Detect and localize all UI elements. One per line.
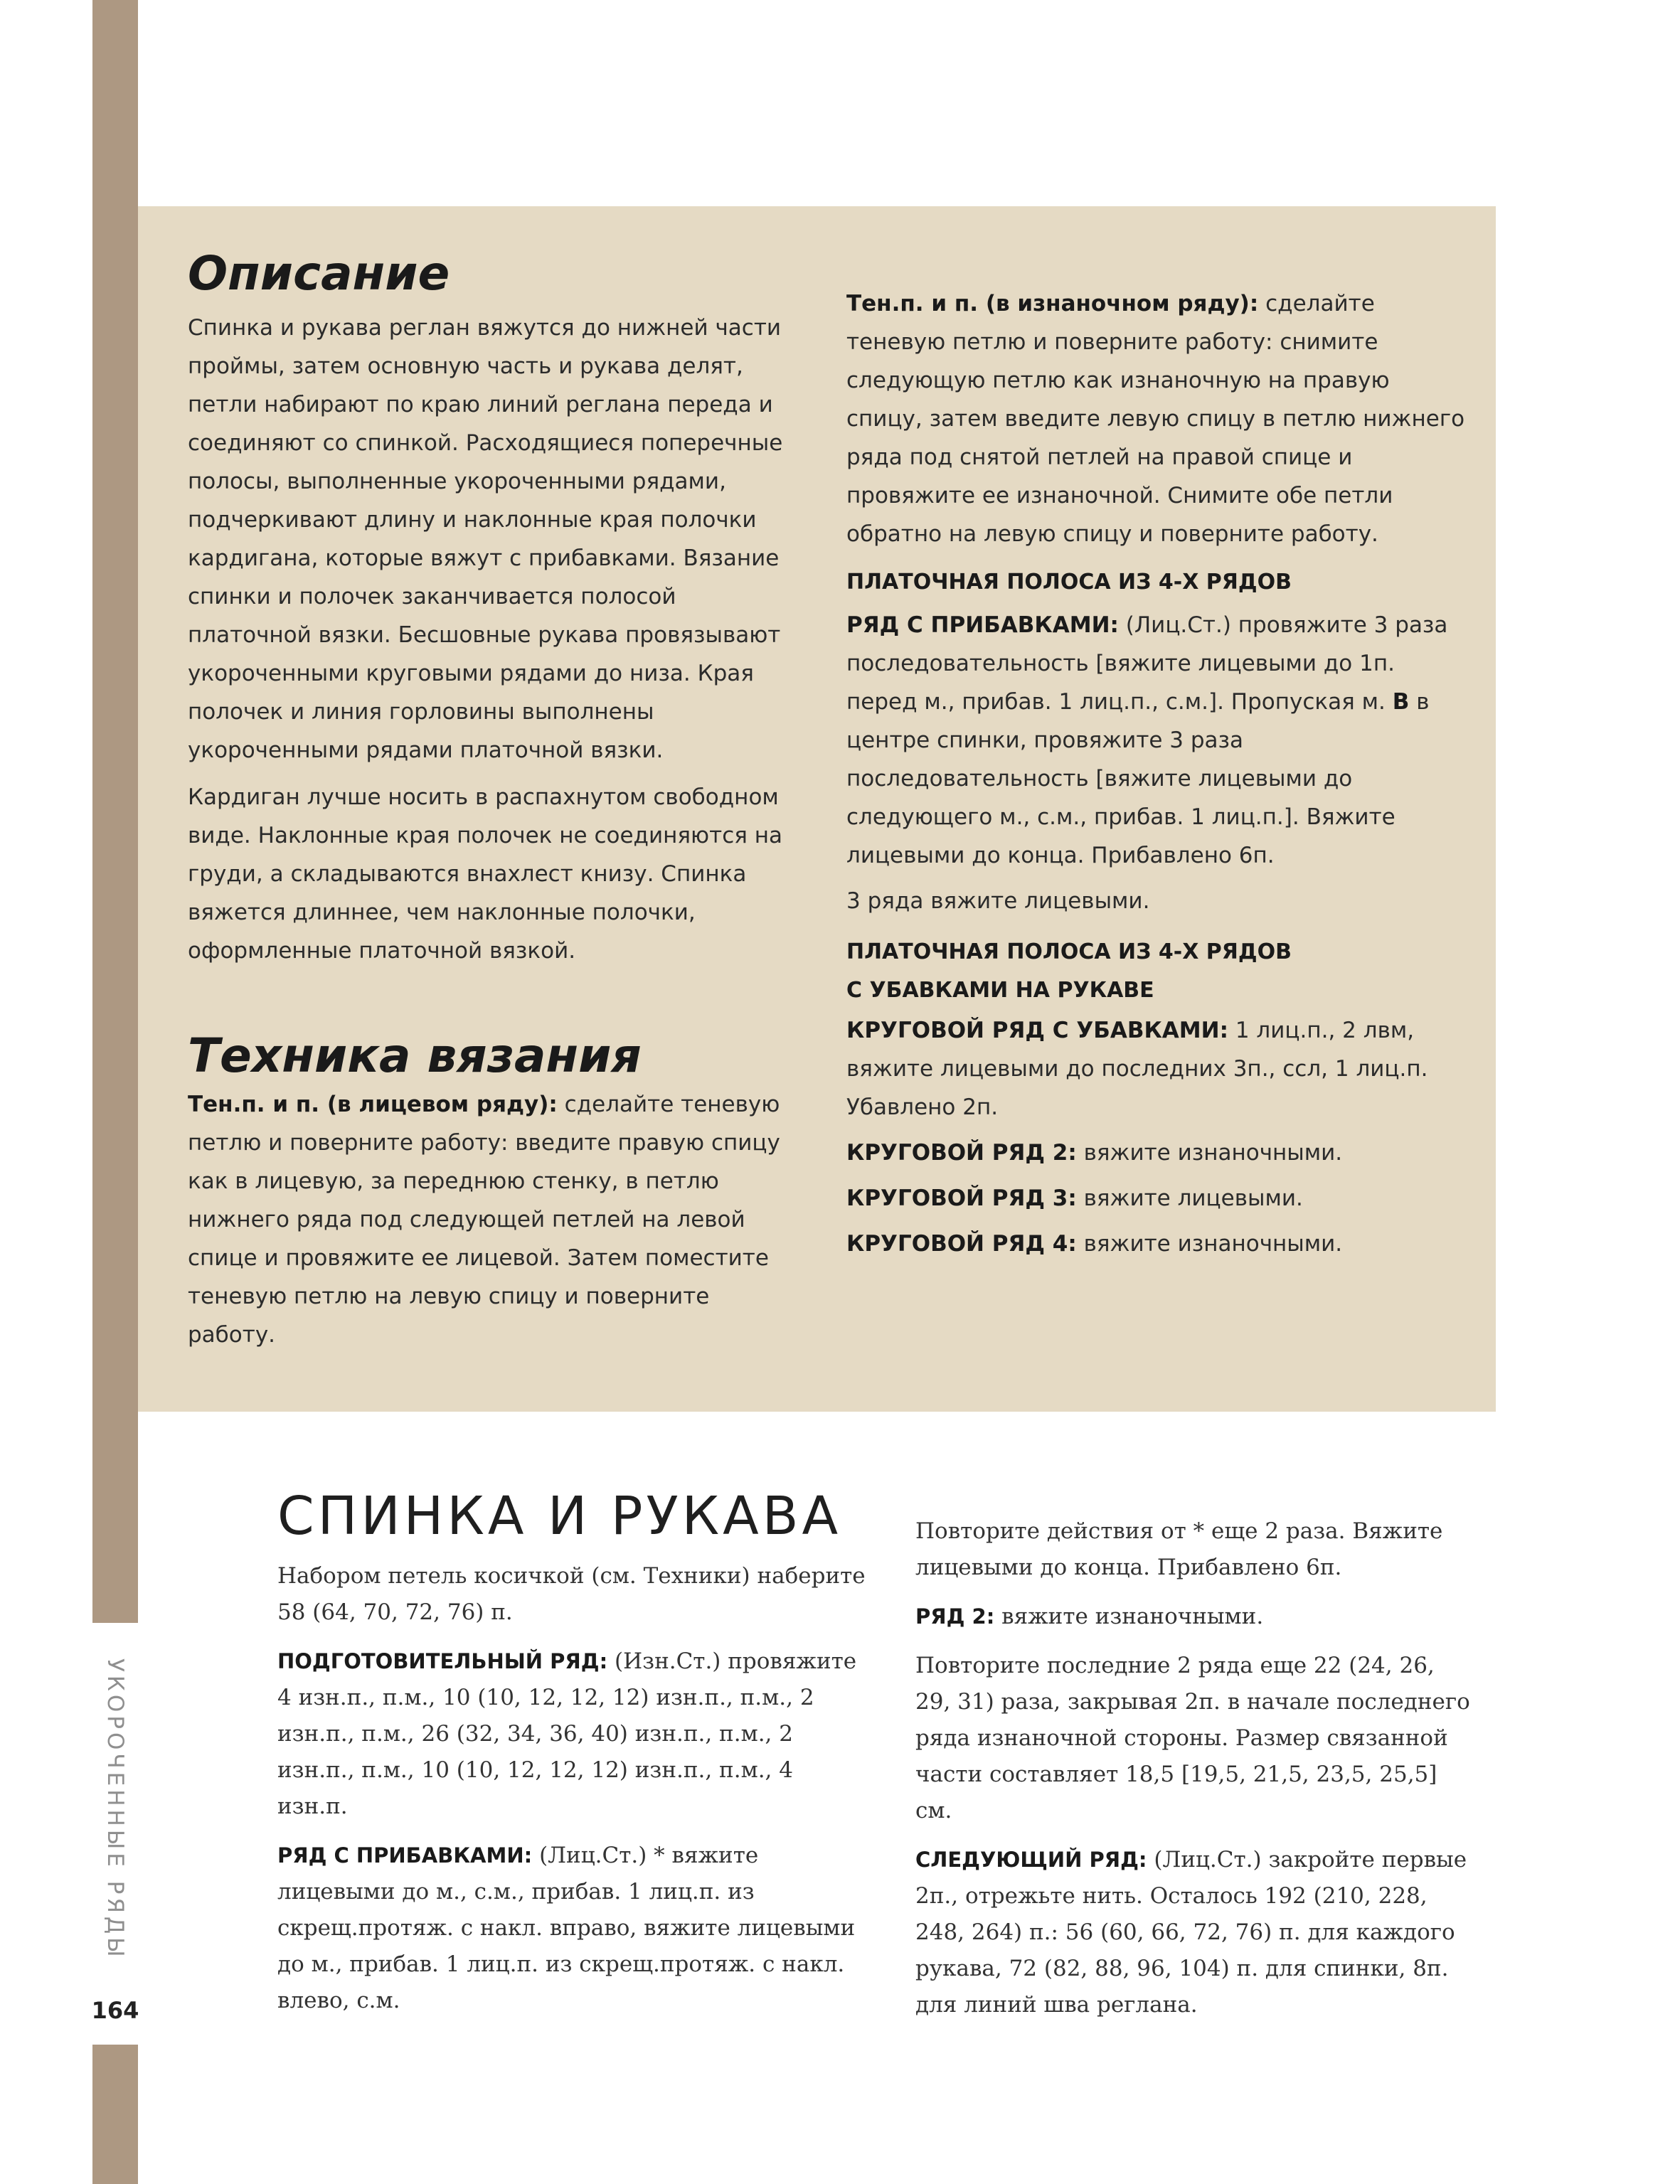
back-sleeves-setup-row [277,1644,868,1825]
garter-sleeve-heading-1: ПЛАТОЧНАЯ ПОЛОСА ИЗ 4-Х РЯДОВ [846,939,1292,964]
garter-sleeve-round-3-text: вяжите лицевыми. [1083,1186,1303,1211]
page-number: 164 [91,1997,139,2024]
garter-band-heading: ПЛАТОЧНАЯ ПОЛОСА ИЗ 4-Х РЯДОВ [846,570,1292,595]
back-sleeves-setup-text: (Изн.Ст.) провяжите 4 изн.п., п.м., 10 (10, 12, 12, 12) изн.п., п.м., 2 изн.п., п.м., 26 (32, 34, 36, 40) изн.п., п.м., 2 изн.п., п.м., 10 (10, 12, 12, 12) изн.п., п.м., 4 изн.п. [277,1648,857,1819]
back-sleeves-left [277,1486,868,2019]
back-sleeves-inc-row [277,1838,868,2019]
garter-band-three-rows: 3 ряда вяжите лицевыми. [846,888,1150,914]
back-sleeves-setup-label: ПОДГОТОВИТЕЛЬНЫЙ РЯД: [277,1649,608,1673]
description-paragraph-1: Спинка и рукава реглан вяжутся до нижней части проймы, затем основную часть и рукава делят, петли набирают по краю линий реглана переда и соединяют со спинкой. Расходящиеся поперечные полосы, выполненные укороченными рядами, подчеркивают длину и наклонные края полочки кардигана, которые вяжут с прибавками. Вязание спинки и полочек заканчивается полосой платочной вязки. Бесшовные рукава провязывают укороченными круговыми рядами до низа. Края полочек и линия горловины выполнены укороченными рядами платочной вязки. [188,315,783,763]
garter-sleeve-round-4 [846,1225,1465,1263]
garter-sleeve-round-4-text: вяжите изнаночными. [1083,1231,1343,1257]
back-sleeves-next-row [915,1842,1470,2023]
side-color-bar-bottom [92,2045,138,2184]
garter-sleeve-round-2 [846,1134,1465,1172]
garter-band-inc-row [846,606,1465,875]
description-paragraph-2: Кардиган лучше носить в распахнутом свободном виде. Наклонные края полочек не соединяются на груди, а складываются внахлест книзу. Спинка вяжется длиннее, чем наклонные полочки, оформленные платочной вязкой. [188,784,783,964]
garter-sleeve-round-2-text: вяжите изнаночными. [1083,1140,1343,1166]
back-sleeves-right [915,1513,1470,2023]
technique-section [188,1028,785,1354]
technique-knit-side-label: Тен.п. и п. (в лицевом ряду): [188,1092,558,1117]
back-sleeves-next-label: СЛЕДУЮЩИЙ РЯД: [915,1848,1147,1872]
technique-purl-side-text: сделайте теневую петлю и поверните работу: снимите следующую петлю как изнаночную на правую спицу, затем введите левую спицу в петлю нижнего ряда под снятой петлей на правой спице и провяжите ее изнаночной. Снимите обе петли обратно на левую спицу и поверните работу. [846,291,1465,547]
back-sleeves-next-text: (Лиц.Ст.) закройте первые 2п., отрежьте нить. Осталось 192 (210, 228, 248, 264) п.: 56 (60, 66, 72, 76) п. для каждого рукава, 72 (82, 88, 96, 104) п. для спинки, 8п. для линий шва реглана. [915,1847,1467,2018]
garter-band-marker-b: B [1392,689,1410,715]
description-title: Описание [188,246,450,301]
side-color-bar-top [92,0,138,1623]
back-sleeves-cast-on: Набором петель косичкой (см. Техники) наберите 58 (64, 70, 72, 76) п. [277,1563,866,1625]
technique-purl-side-label: Тен.п. и п. (в изнаночном ряду): [846,291,1259,316]
garter-band-inc-row-text-1: (Лиц.Ст.) провяжите 3 раза последовательность [вяжите лицевыми до 1п. перед м., прибав. 1 лиц.п., с.м.]. Пропуская м. [846,612,1448,715]
back-sleeves-inc-label: РЯД С ПРИБАВКАМИ: [277,1843,533,1868]
technique-knit-side-text: сделайте теневую петлю и поверните работу: введите правую спицу как в лицевую, за переднюю стенку, в петлю нижнего ряда под следующей петлей на левой спице и провяжите ее лицевой. Затем поместите теневую петлю на левую спицу и поверните работу. [188,1092,780,1348]
back-sleeves-repeat-last: Повторите последние 2 ряда еще 22 (24, 26, 29, 31) раза, закрывая 2п. в начале последнего ряда изнаночной стороны. Размер связанной части составляет 18,5 [19,5, 21,5, 23,5, 25,5] см. [915,1653,1470,1823]
technique-title: Техника вязания [188,1028,642,1083]
back-sleeves-row-2-text: вяжите изнаночными. [1001,1604,1264,1629]
garter-sleeve-round-3 [846,1179,1465,1218]
garter-sleeve-round-2-label: КРУГОВОЙ РЯД 2: [846,1140,1077,1166]
technique-purl-block [846,284,1465,1263]
back-sleeves-title: СПИНКА И РУКАВА [277,1486,842,1547]
garter-sleeve-heading-2: С УБАВКАМИ НА РУКАВЕ [846,978,1154,1003]
garter-sleeve-round-3-label: КРУГОВОЙ РЯД 3: [846,1186,1077,1211]
description-section [188,246,785,970]
garter-band-inc-row-text-2: в центре спинки, провяжите 3 раза последовательность [вяжите лицевыми до следующего м., с.м., прибав. 1 лиц.п.]. Вяжите лицевыми до конца. Прибавлено 6п. [846,689,1430,868]
back-sleeves-row-2-label: РЯД 2: [915,1604,995,1629]
garter-sleeve-dec-round-text: 1 лиц.п., 2 лвм, вяжите лицевыми до последних 3п., ссл, 1 лиц.п. Убавлено 2п. [846,1018,1428,1120]
garter-sleeve-dec-round [846,1011,1465,1126]
back-sleeves-repeat: Повторите действия от * еще 2 раза. Вяжите лицевыми до конца. Прибавлено 6п. [915,1518,1443,1580]
back-sleeves-row-2 [915,1599,1470,1635]
garter-sleeve-round-4-label: КРУГОВОЙ РЯД 4: [846,1231,1077,1257]
margin-section-label: УКОРОЧЕННЫЕ РЯДЫ [102,1658,128,1961]
technique-knit-side [188,1085,785,1354]
back-sleeves-inc-text: (Лиц.Ст.) * вяжите лицевыми до м., с.м., прибав. 1 лиц.п. из скрещ.протяж. с накл. вправо, вяжите лицевыми до м., прибав. 1 лиц.п. из скрещ.протяж. с накл. влево, с.м. [277,1843,856,2013]
garter-sleeve-dec-round-label: КРУГОВОЙ РЯД С УБАВКАМИ: [846,1018,1228,1043]
garter-band-inc-row-label: РЯД С ПРИБАВКАМИ: [846,612,1119,638]
technique-purl-side [846,284,1465,553]
